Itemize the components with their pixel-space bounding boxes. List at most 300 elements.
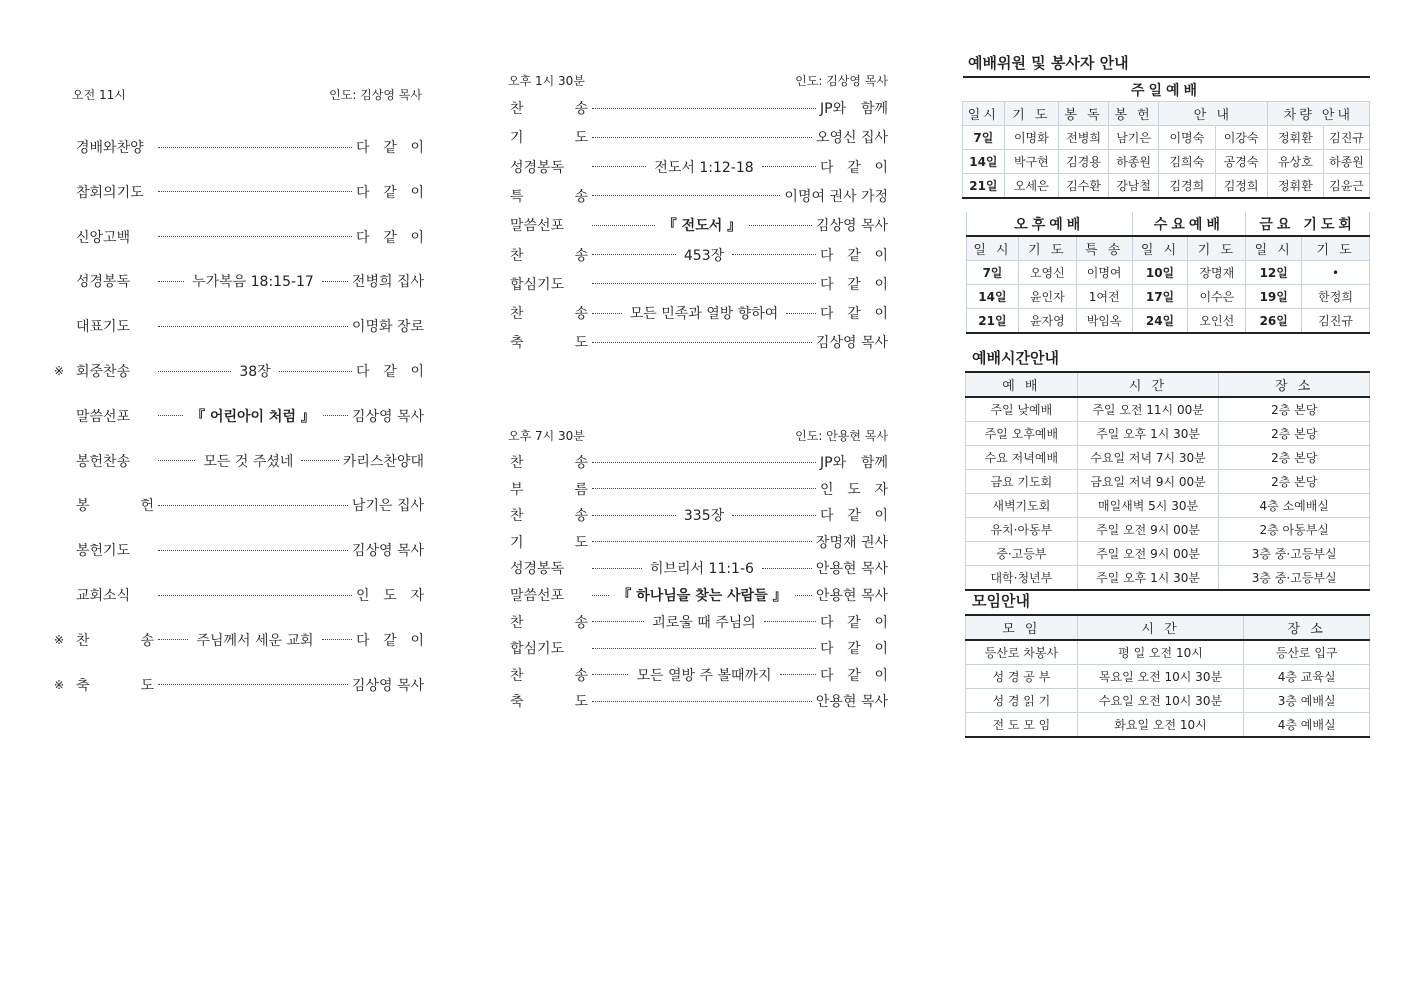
worship-person: 장명재 권사: [815, 534, 888, 551]
table-cell: 주일 오전 9시 00분: [1077, 518, 1219, 542]
table-cell: 평 일 오전 10시: [1077, 640, 1244, 665]
table-cell: 7일: [963, 126, 1005, 150]
leader-dots: [749, 225, 812, 226]
leader-dots: [592, 674, 628, 675]
leader-dots: [158, 684, 348, 685]
worship-person: 인 도 자: [820, 481, 888, 498]
table-cell: 2층 본당: [1219, 470, 1370, 494]
leader-dots: [592, 568, 642, 569]
table-cell: 이명숙: [1159, 126, 1215, 150]
table-cell: 2층 아동부실: [1219, 518, 1370, 542]
table-cell: 3층 중·고등부실: [1219, 542, 1370, 566]
table-cell: 윤인자: [1018, 285, 1076, 309]
meetings-title: 모임안내: [972, 592, 1030, 610]
worship-detail: 히브리서 11:1-6: [649, 561, 754, 578]
worship-row: [510, 691, 888, 711]
worship-person: JP와 함께: [820, 101, 888, 117]
worship-person: 김상영 목사: [351, 543, 424, 560]
leader-dots: [158, 236, 352, 237]
asterisk-mark: ※: [53, 677, 65, 692]
afternoon-header: [508, 72, 888, 89]
table-cell: 주일 오후예배: [966, 422, 1078, 446]
table-cell: 김희숙: [1159, 150, 1215, 174]
worship-times-body: [966, 397, 1370, 590]
worship-row: [510, 505, 888, 525]
table-cell: 주일 오후 1시 30분: [1077, 422, 1219, 446]
worship-item: 말씀선포: [510, 218, 565, 235]
worship-detail: 주님께서 세운 교회: [196, 632, 314, 649]
worship-item: 회중찬송: [76, 364, 131, 380]
leader-dots: [592, 108, 816, 109]
worship-row: [76, 406, 424, 426]
table-row: [963, 126, 1370, 150]
asterisk-mark: ※: [53, 364, 65, 378]
leader-dots: [158, 595, 352, 596]
worship-person: 다 같 이: [820, 614, 889, 631]
worship-item: 축 도: [510, 694, 588, 711]
table-row: [966, 713, 1370, 738]
table-cell: 12일: [1246, 261, 1302, 285]
worship-row: [510, 558, 888, 578]
table-cell: 중·고등부: [966, 542, 1078, 566]
table-cell: 21일: [963, 174, 1005, 199]
table-cell: 3층 예배실: [1244, 689, 1370, 713]
table-cell: 김진규: [1302, 309, 1370, 334]
worship-person: 다 같 이: [820, 667, 889, 684]
worship-person: 다 같 이: [356, 364, 424, 380]
worship-item: 교회소식: [76, 588, 131, 604]
table-row: [963, 174, 1370, 199]
worship-detail: 전도서 1:12-18: [654, 159, 754, 176]
worship-row: [510, 303, 888, 323]
worship-item: 부 름: [510, 481, 588, 498]
worship-item: 대표기도: [76, 319, 131, 336]
table-row: [966, 397, 1370, 422]
morning-header: [72, 86, 422, 103]
leader-dots: [592, 283, 816, 284]
worship-person: 다 같 이: [820, 247, 888, 264]
table-cell: 2층 본당: [1219, 422, 1370, 446]
leader-dots: [279, 371, 352, 372]
worship-row: [53, 361, 424, 381]
leader-dots: [795, 595, 812, 596]
table-cell: 3층 중·고등부실: [1219, 566, 1370, 591]
table-cell: 4층 교육실: [1244, 665, 1370, 689]
worship-person: 안용현 목사: [815, 588, 889, 604]
leader-dots: [158, 550, 348, 551]
table-cell: 주일 낮예배: [966, 397, 1078, 422]
table-cell: 유치·아동부: [966, 518, 1078, 542]
table-row: [966, 494, 1370, 518]
service-title-cell: 금요 기도회: [1246, 212, 1370, 236]
worship-detail: 『 전도서 』: [662, 218, 742, 235]
table-cell: 19일: [1246, 285, 1302, 309]
table-cell: 오세은: [1004, 174, 1058, 199]
worship-person: 다 같 이: [356, 632, 424, 649]
table-cell: 1여전: [1076, 285, 1132, 309]
service-title-cell: 수요예배: [1132, 212, 1246, 236]
worship-person: 다 같 이: [820, 276, 888, 293]
sunday-servers-header: [963, 102, 1370, 126]
table-header-cell: 일시: [963, 102, 1005, 126]
other-servers-table: [966, 212, 1370, 334]
worship-item: 성경봉독: [510, 561, 565, 578]
worship-row: [510, 157, 888, 177]
table-cell: 하종원: [1109, 150, 1159, 174]
evening-leader: 인도: 안용현 목사: [795, 429, 888, 443]
leader-dots: [762, 568, 812, 569]
worship-row: [510, 332, 888, 352]
worship-person: 이명화 장로: [351, 319, 424, 336]
evening-time: 오후 7시 30분: [508, 429, 585, 443]
worship-detail: 38장: [239, 364, 271, 380]
worship-person: 카리스찬양대: [342, 453, 425, 470]
table-cell: 김정희: [1215, 174, 1267, 199]
leader-dots: [592, 342, 812, 343]
table-cell: 하종원: [1324, 150, 1370, 174]
table-header-cell: 예 배: [966, 372, 1078, 397]
table-cell: 새벽기도회: [966, 494, 1078, 518]
worship-item: 찬 송: [510, 508, 588, 525]
table-header-cell: 봉 헌: [1109, 102, 1159, 126]
table-row: [967, 261, 1370, 285]
table-row: [967, 309, 1370, 334]
worship-detail: 『 어린아이 처럼 』: [191, 408, 315, 425]
table-cell: 목요일 오전 10시 30분: [1077, 665, 1244, 689]
table-row: [966, 566, 1370, 591]
worship-row: [76, 451, 424, 471]
worship-item: 성경봉독: [510, 159, 565, 176]
leader-dots: [158, 415, 183, 416]
table-cell: 14일: [963, 150, 1005, 174]
worship-item: 경배와찬양: [76, 140, 144, 156]
table-cell: 김경희: [1159, 174, 1215, 199]
worship-person: 김상영 목사: [351, 408, 424, 425]
worship-item: 축 도: [76, 677, 154, 694]
sunday-servers-table: [962, 76, 1370, 199]
table-cell: 성 경 공 부: [966, 665, 1078, 689]
other-servers-body: [967, 261, 1370, 334]
worship-detail: 모든 민족과 열방 향하여: [629, 306, 779, 323]
leader-dots: [762, 166, 816, 167]
worship-item: 기 도: [510, 534, 588, 551]
table-cell: 김수환: [1059, 174, 1109, 199]
worship-person: JP와 함께: [820, 455, 888, 471]
table-cell: 7일: [967, 261, 1019, 285]
table-cell: 윤자영: [1018, 309, 1076, 334]
leader-dots: [301, 460, 338, 461]
leader-dots: [158, 191, 352, 192]
worship-person: 안용현 목사: [815, 561, 888, 578]
afternoon-time: 오후 1시 30분: [508, 74, 585, 88]
worship-row: [76, 585, 424, 605]
leader-dots: [732, 515, 816, 516]
worship-row: [53, 675, 424, 695]
worship-row: [76, 540, 424, 560]
table-header-cell: 기 도: [1188, 236, 1246, 261]
asterisk-mark: ※: [53, 632, 65, 647]
leader-dots: [592, 515, 676, 516]
table-row: [966, 422, 1370, 446]
table-cell: 금요 기도회: [966, 470, 1078, 494]
worship-row: [510, 612, 888, 632]
table-header-cell: 시 간: [1077, 372, 1219, 397]
table-header-cell: 기 도: [1018, 236, 1076, 261]
leader-dots: [592, 648, 816, 649]
table-cell: 성 경 읽 기: [966, 689, 1078, 713]
worship-item: 찬 송: [510, 247, 588, 264]
leader-dots: [592, 701, 812, 702]
afternoon-leader: 인도: 김상영 목사: [795, 74, 888, 88]
table-cell: 김윤근: [1324, 174, 1370, 199]
worship-row: [510, 479, 888, 499]
worship-person: 안용현 목사: [815, 694, 888, 711]
worship-person: 김상영 목사: [351, 677, 424, 694]
worship-row: [510, 186, 888, 206]
worship-person: 이명여 권사 가정: [784, 188, 888, 205]
worship-row: [510, 215, 888, 235]
morning-leader: 인도: 김상영 목사: [329, 88, 422, 102]
worship-item: 찬 송: [510, 306, 588, 323]
table-header-cell: 봉 독: [1059, 102, 1109, 126]
worship-detail: 453장: [683, 247, 725, 264]
leader-dots: [592, 254, 676, 255]
table-cell: 정휘환: [1267, 174, 1323, 199]
worship-item: 봉헌찬송: [76, 453, 131, 470]
table-cell: 이수은: [1188, 285, 1246, 309]
worship-item: 찬 송: [76, 632, 154, 649]
table-header-cell: 기 도: [1004, 102, 1058, 126]
worship-times-header: [966, 372, 1370, 397]
table-cell: 14일: [967, 285, 1019, 309]
servers-title: 예배위원 및 봉사자 안내: [968, 54, 1129, 72]
worship-row: [510, 98, 888, 118]
leader-dots: [592, 225, 655, 226]
worship-row: [510, 127, 888, 147]
worship-item: 봉헌기도: [76, 543, 131, 560]
table-cell: 21일: [967, 309, 1019, 334]
leader-dots: [322, 639, 352, 640]
meetings-body: [966, 640, 1370, 737]
worship-row: [510, 532, 888, 552]
leader-dots: [592, 595, 609, 596]
table-cell: 정휘환: [1267, 126, 1323, 150]
worship-row: [76, 316, 424, 336]
worship-detail: 『 하나님을 찾는 사람들 』: [617, 588, 787, 604]
table-cell: 남기은: [1109, 126, 1159, 150]
leader-dots: [592, 166, 646, 167]
table-cell: 10일: [1132, 261, 1188, 285]
table-header-cell: 기 도: [1302, 236, 1370, 261]
leader-dots: [322, 281, 348, 282]
table-cell: 4층 예배실: [1244, 713, 1370, 738]
other-servers-header: [967, 236, 1370, 261]
table-cell: 강남철: [1109, 174, 1159, 199]
table-header-cell: 장 소: [1244, 615, 1370, 640]
leader-dots: [732, 254, 816, 255]
evening-header: [508, 427, 888, 444]
table-header-cell: 장 소: [1219, 372, 1370, 397]
morning-time: 오전 11시: [72, 88, 126, 102]
table-cell: 수요 저녁예배: [966, 446, 1078, 470]
table-cell: 2층 본당: [1219, 446, 1370, 470]
table-row: [963, 150, 1370, 174]
leader-dots: [592, 488, 816, 489]
worship-times-table: [965, 371, 1370, 591]
worship-row: [76, 227, 424, 247]
table-cell: 전 도 모 임: [966, 713, 1078, 738]
sunday-servers-body: [963, 126, 1370, 199]
meetings-header: [966, 615, 1370, 640]
worship-person: 오영신 집사: [815, 130, 888, 147]
table-cell: 대학·청년부: [966, 566, 1078, 591]
worship-item: 말씀선포: [510, 588, 565, 604]
worship-person: 남기은 집사: [351, 498, 424, 515]
worship-person: 다 같 이: [820, 159, 889, 176]
worship-detail: 누가복음 18:15-17: [192, 274, 314, 291]
leader-dots: [158, 371, 231, 372]
leader-dots: [592, 541, 812, 542]
worship-person: 다 같 이: [356, 140, 424, 156]
worship-person: 김상영 목사: [815, 335, 888, 352]
table-row: [966, 640, 1370, 665]
worship-row: [510, 245, 888, 265]
leader-dots: [592, 462, 816, 463]
leader-dots: [592, 195, 780, 196]
table-cell: 금요일 저녁 9시 00분: [1077, 470, 1219, 494]
worship-item: 합심기도: [510, 276, 565, 293]
leader-dots: [158, 460, 195, 461]
table-cell: 김진규: [1324, 126, 1370, 150]
worship-item: 찬 송: [510, 455, 588, 471]
table-cell: 등산로 입구: [1244, 640, 1370, 665]
worship-row: [76, 182, 424, 202]
worship-item: 찬 송: [510, 614, 588, 631]
worship-person: 다 같 이: [820, 641, 888, 658]
worship-item: 특 송: [510, 188, 588, 205]
table-cell: 수요일 오전 10시 30분: [1077, 689, 1244, 713]
table-cell: 4층 소예배실: [1219, 494, 1370, 518]
table-cell: 이명화: [1004, 126, 1058, 150]
worship-item: 참회의기도: [76, 184, 144, 201]
table-row: [967, 285, 1370, 309]
worship-item: 기 도: [510, 130, 588, 147]
worship-item: 합심기도: [510, 641, 565, 658]
leader-dots: [323, 415, 348, 416]
table-cell: 주일 오전 9시 00분: [1077, 542, 1219, 566]
table-cell: 이명여: [1076, 261, 1132, 285]
table-header-cell: 특 송: [1076, 236, 1132, 261]
table-cell: 유상호: [1267, 150, 1323, 174]
worship-row: [510, 638, 888, 658]
table-cell: 매일새벽 5시 30분: [1077, 494, 1219, 518]
worship-detail: 335장: [683, 508, 725, 525]
table-cell: 17일: [1132, 285, 1188, 309]
worship-row: [510, 665, 888, 685]
other-services-titles: [967, 212, 1370, 236]
table-cell: 24일: [1132, 309, 1188, 334]
leader-dots: [158, 147, 352, 148]
leader-dots: [786, 313, 816, 314]
service-title-cell: 오후예배: [967, 212, 1133, 236]
table-header-cell: 일 시: [967, 236, 1019, 261]
table-header-cell: 모 임: [966, 615, 1078, 640]
worship-item: 말씀선포: [76, 408, 131, 425]
worship-row: [76, 495, 424, 515]
table-row: [966, 542, 1370, 566]
worship-person: 김상영 목사: [815, 218, 888, 235]
table-cell: 수요일 저녁 7시 30분: [1077, 446, 1219, 470]
worship-detail: 모든 열방 주 볼때까지: [636, 667, 772, 684]
table-header-cell: 일 시: [1132, 236, 1188, 261]
table-cell: 전병희: [1059, 126, 1109, 150]
table-header-cell: 일 시: [1246, 236, 1302, 261]
worship-row: [510, 585, 888, 605]
worship-row: [76, 271, 424, 291]
worship-detail: 괴로울 때 주님의: [652, 614, 756, 631]
leader-dots: [158, 326, 348, 327]
worship-person: 다 같 이: [356, 229, 424, 246]
worship-row: [76, 137, 424, 157]
table-cell: 오영신: [1018, 261, 1076, 285]
table-row: [966, 518, 1370, 542]
table-cell: 공경숙: [1215, 150, 1267, 174]
table-cell: 2층 본당: [1219, 397, 1370, 422]
worship-item: 찬 송: [510, 667, 588, 684]
worship-row: [510, 452, 888, 472]
table-row: [966, 665, 1370, 689]
leader-dots: [158, 639, 188, 640]
worship-row: [53, 630, 424, 650]
worship-item: 봉 헌: [76, 498, 154, 515]
table-row: [966, 446, 1370, 470]
worship-item: 축 도: [510, 335, 588, 352]
table-cell: 박임옥: [1076, 309, 1132, 334]
worship-item: 찬 송: [510, 101, 588, 117]
worship-person: 전병희 집사: [351, 274, 424, 291]
worship-row: [510, 274, 888, 294]
table-cell: 이강숙: [1215, 126, 1267, 150]
table-row: [966, 689, 1370, 713]
leader-dots: [764, 621, 816, 622]
table-cell: 장명재: [1188, 261, 1246, 285]
table-header-cell: 안 내: [1159, 102, 1268, 126]
table-cell: 주일 오후 1시 30분: [1077, 566, 1219, 591]
leader-dots: [780, 674, 816, 675]
worship-item: 신앙고백: [76, 229, 131, 246]
times-title: 예배시간안내: [972, 349, 1059, 367]
leader-dots: [158, 281, 184, 282]
worship-person: 인 도 자: [356, 588, 424, 604]
table-cell: 오인선: [1188, 309, 1246, 334]
table-cell: 등산로 차봉사: [966, 640, 1078, 665]
leader-dots: [592, 137, 812, 138]
table-cell: 김경용: [1059, 150, 1109, 174]
sunday-worship-title: 주일예배: [963, 77, 1370, 102]
table-cell: •: [1302, 261, 1370, 285]
table-cell: 화요일 오전 10시: [1077, 713, 1244, 738]
worship-person: 다 같 이: [820, 508, 888, 525]
leader-dots: [592, 313, 622, 314]
table-header-cell: 차량 안내: [1267, 102, 1369, 126]
leader-dots: [158, 505, 348, 506]
worship-person: 다 같 이: [820, 306, 888, 323]
table-cell: 박구현: [1004, 150, 1058, 174]
worship-detail: 모든 것 주셨네: [203, 453, 294, 470]
worship-item: 성경봉독: [76, 274, 131, 291]
leader-dots: [592, 621, 644, 622]
table-row: [966, 470, 1370, 494]
